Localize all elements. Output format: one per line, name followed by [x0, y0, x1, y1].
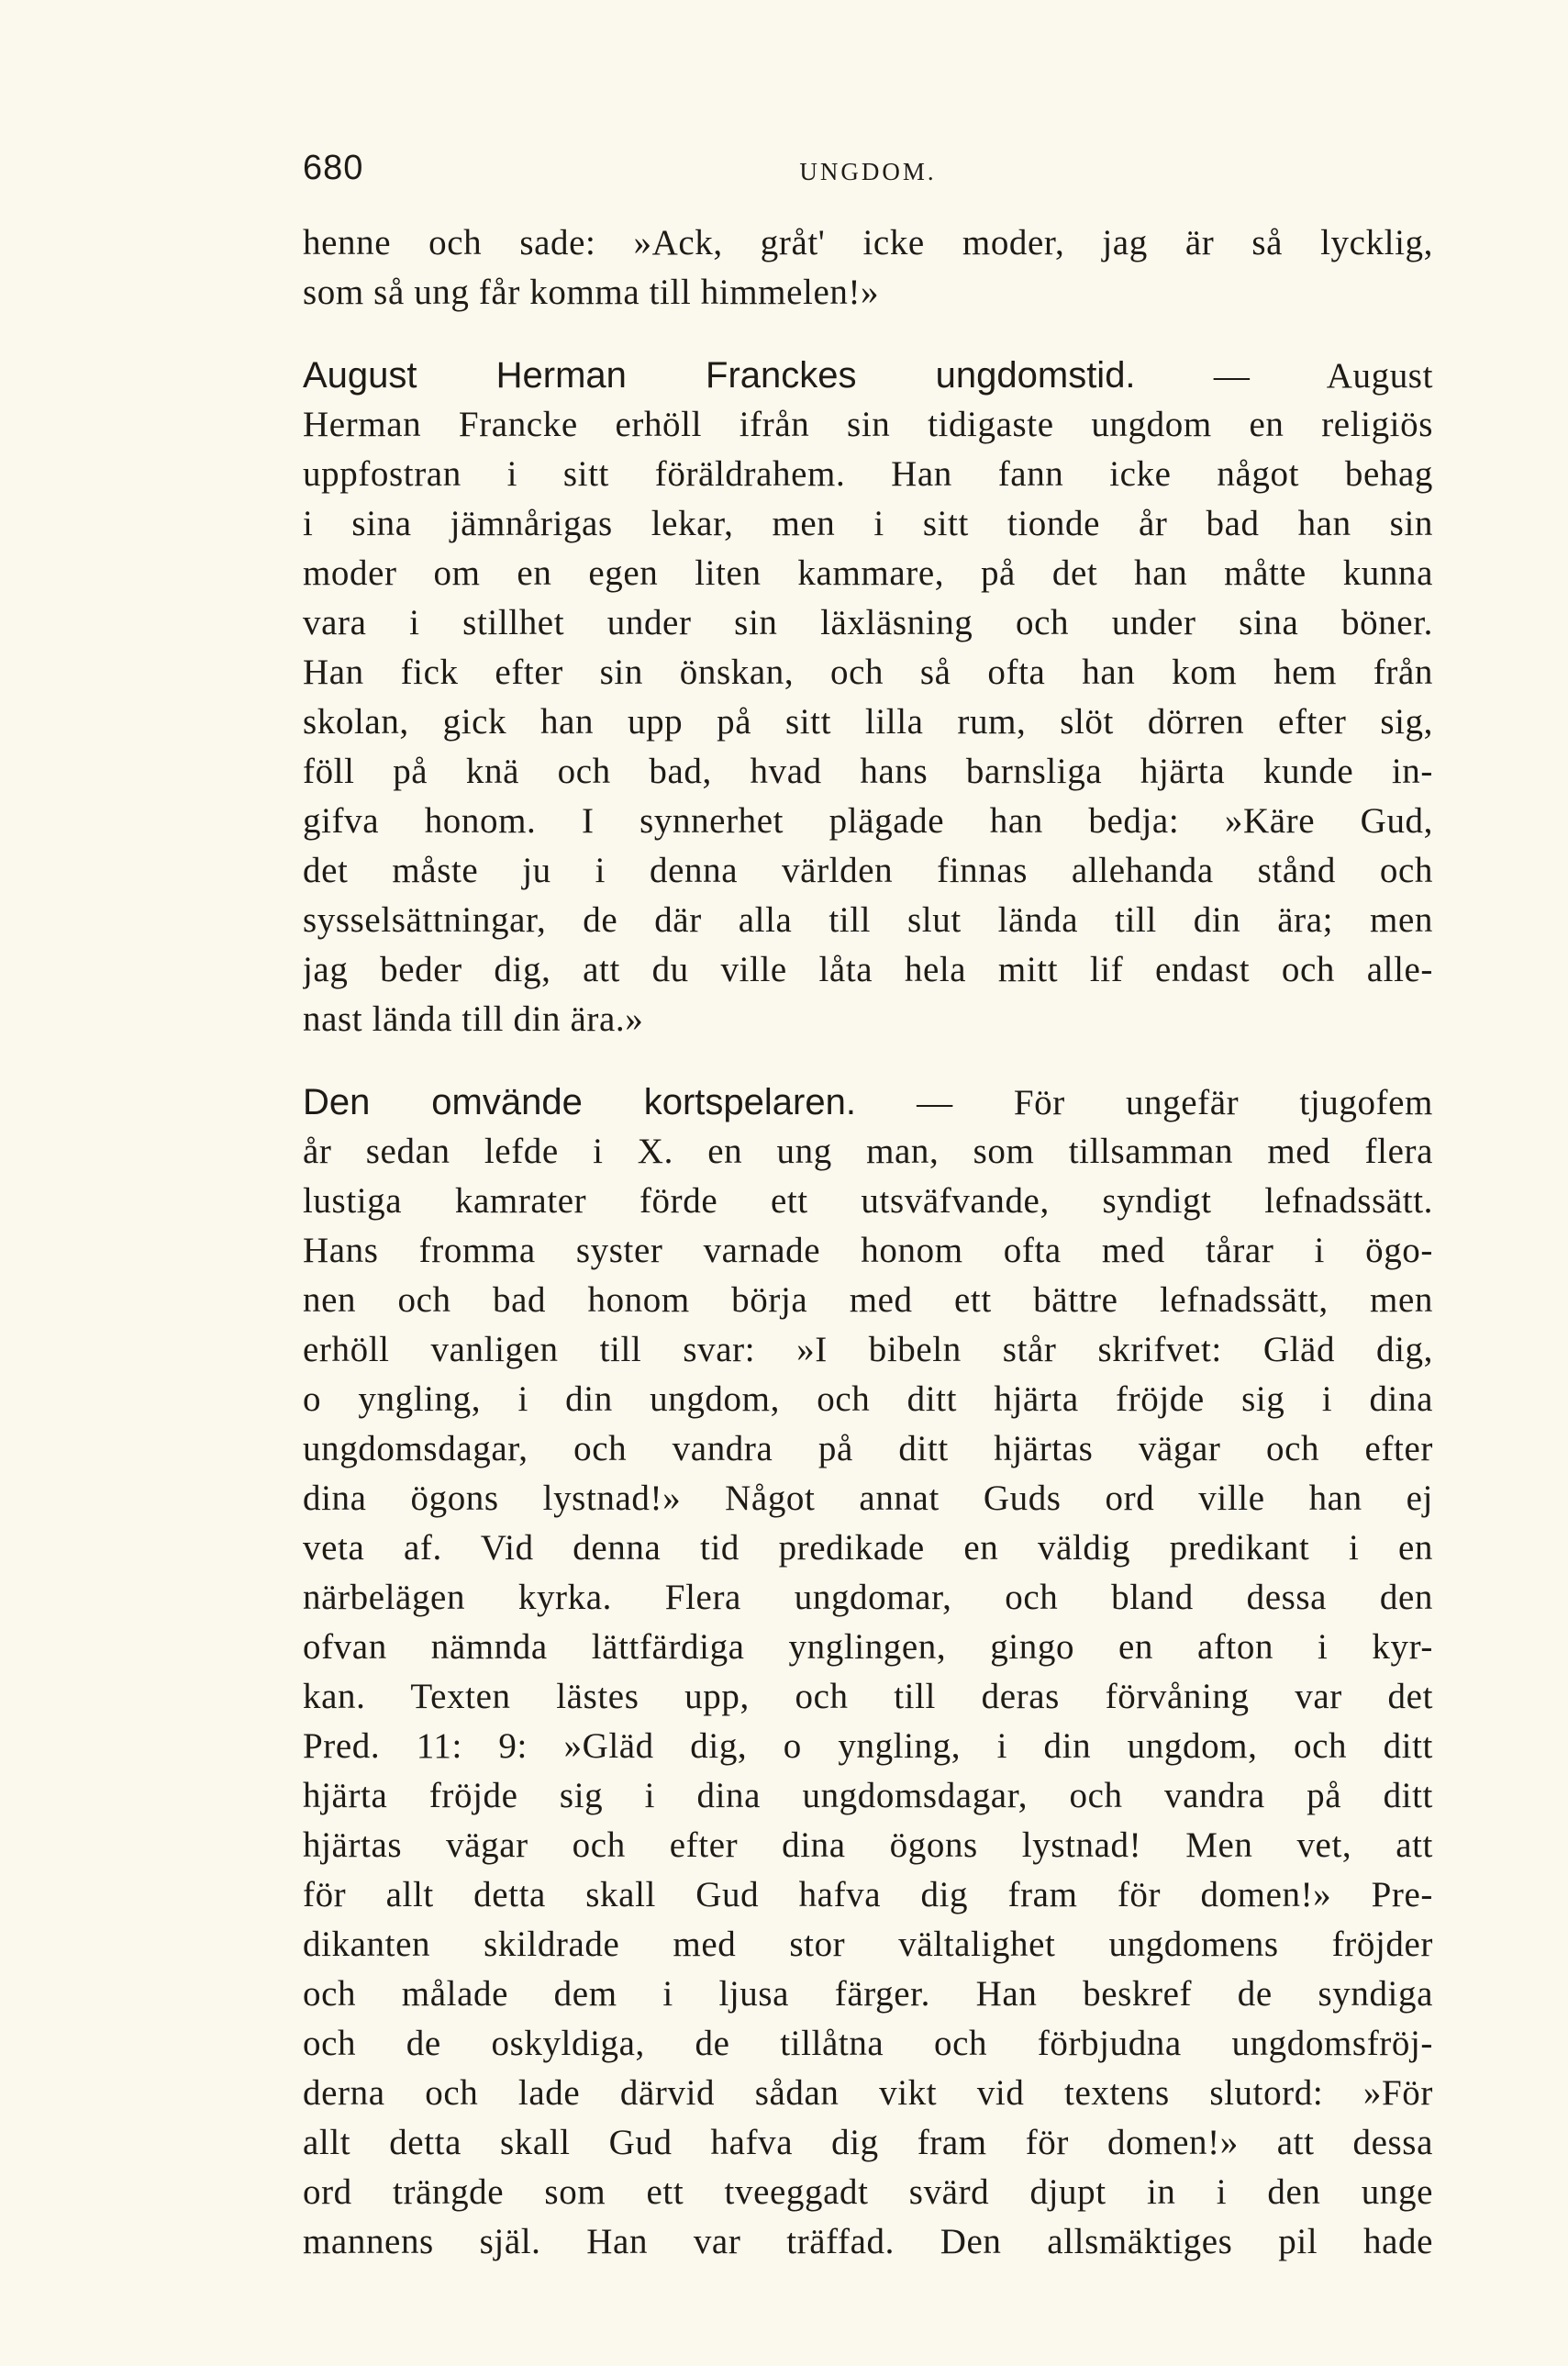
- text-line: kan. Texten lästes upp, och till deras förvåning var det: [303, 1677, 1433, 1716]
- text-line: uppfostran i sitt föräldrahem. Han fann icke något behag: [303, 454, 1433, 494]
- text-line: och de oskyldiga, de tillåtna och förbjudna ungdomsfröj-: [303, 2024, 1433, 2063]
- text-line: moder om en egen liten kammare, på det han måtte kunna: [303, 553, 1433, 593]
- text-line: ungdomsdagar, och vandra på ditt hjärtas vägar och efter: [303, 1429, 1433, 1468]
- body-text: [303, 218, 1433, 2267]
- text-line: ofvan nämnda lättfärdiga ynglingen, gingo en afton i kyr-: [303, 1627, 1433, 1667]
- text-line: det måste ju i denna världen finnas allehanda stånd och: [303, 851, 1433, 890]
- text-line: vara i stillhet under sin läxläsning och under sina böner.: [303, 603, 1433, 642]
- text-line: Han fick efter sin önskan, och så ofta han kom hem från: [303, 653, 1433, 692]
- text-line: gifva honom. I synnerhet plägade han bedja: »Käre Gud,: [303, 801, 1433, 841]
- text-line: för allt detta skall Gud hafva dig fram för domen!» Pre-: [303, 1875, 1433, 1914]
- text-line: jag beder dig, att du ville låta hela mitt lif endast och alle-: [303, 950, 1433, 989]
- text-line: i sina jämnårigas lekar, men i sitt tionde år bad han sin: [303, 504, 1433, 543]
- text-line: o yngling, i din ungdom, och ditt hjärta fröjde sig i dina: [303, 1379, 1433, 1419]
- text-line: nast lända till din ära.»: [303, 999, 644, 1039]
- text-line: dikanten skildrade med stor vältalighet ungdomens fröjder: [303, 1925, 1433, 1964]
- text-line: skolan, gick han upp på sitt lilla rum, slöt dörren efter sig,: [303, 702, 1433, 742]
- text-line: nen och bad honom börja med ett bättre lefnadssätt, men: [303, 1280, 1433, 1320]
- text-line: lustiga kamrater förde ett utsväfvande, syndigt lefnadssätt.: [303, 1181, 1433, 1221]
- text-line: dina ögons lystnad!» Något annat Guds ord ville han ej: [303, 1479, 1433, 1518]
- section-heading-line: [303, 351, 1433, 400]
- text-line: henne och sade: »Ack, gråt' icke moder, jag är så lycklig,: [303, 223, 1433, 262]
- text-line: som så ung får komma till himmelen!»: [303, 273, 880, 312]
- text-line: veta af. Vid denna tid predikade en väldig predikant i en: [303, 1528, 1433, 1568]
- section-heading: August Herman Franckes ungdomstid.: [303, 355, 1136, 396]
- page-header: [303, 149, 1433, 204]
- text-line: år sedan lefde i X. en ung man, som tillsamman med flera: [303, 1132, 1433, 1171]
- text-line: Hans fromma syster varnade honom ofta med tårar i ögo-: [303, 1231, 1433, 1270]
- text-line: allt detta skall Gud hafva dig fram för domen!» att dessa: [303, 2123, 1433, 2162]
- text-line: hjärtas vägar och efter dina ögons lystnad! Men vet, att: [303, 1825, 1433, 1865]
- text-line: sysselsättningar, de där alla till slut lända till din ära; men: [303, 900, 1433, 940]
- running-head: UNGDOM.: [799, 158, 937, 185]
- text-line: mannens själ. Han var träffad. Den allsmäktiges pil hade: [303, 2222, 1433, 2261]
- text-line: derna och lade därvid sådan vikt vid textens slutord: »För: [303, 2073, 1433, 2113]
- text-line: och målade dem i ljusa färger. Han beskref de syndiga: [303, 1974, 1433, 2014]
- text-line: närbelägen kyrka. Flera ungdomar, och bland dessa den: [303, 1578, 1433, 1617]
- text-line: erhöll vanligen till svar: »I bibeln står skrifvet: Gläd dig,: [303, 1330, 1433, 1369]
- heading-continuation: — För ungefär tjugofem: [917, 1083, 1433, 1122]
- section-heading-line: [303, 1077, 1433, 1127]
- text-line: föll på knä och bad, hvad hans barnsliga hjärta kunde in-: [303, 752, 1433, 791]
- text-line: ord trängde som ett tveeggadt svärd djupt in i den unge: [303, 2172, 1433, 2212]
- heading-continuation: — August: [1213, 356, 1433, 396]
- text-line: Herman Francke erhöll ifrån sin tidigaste ungdom en religiös: [303, 405, 1433, 444]
- text-line: hjärta fröjde sig i dina ungdomsdagar, och vandra på ditt: [303, 1776, 1433, 1815]
- text-line: Pred. 11: 9: »Gläd dig, o yngling, i din ungdom, och ditt: [303, 1726, 1433, 1766]
- page-number: 680: [303, 149, 364, 187]
- section-heading: Den omvände kortspelaren.: [303, 1082, 856, 1122]
